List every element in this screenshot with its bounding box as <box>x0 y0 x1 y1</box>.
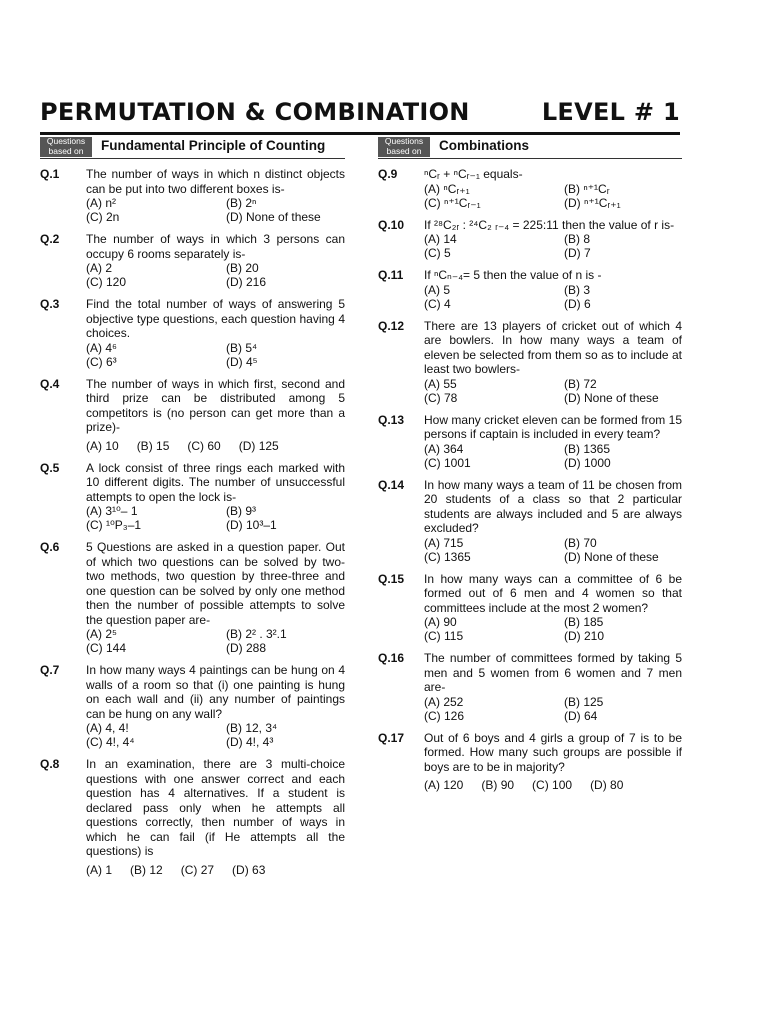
option-d: (D) ⁿ⁺¹Cᵣ₊₁ <box>564 195 621 210</box>
question-number: Q.2 <box>40 232 60 246</box>
question-number: Q.8 <box>40 757 60 771</box>
question-number: Q.1 <box>40 167 60 181</box>
question-number: Q.7 <box>40 663 60 677</box>
option-d: (D) None of these <box>564 390 659 405</box>
level-label: LEVEL # 1 <box>541 98 680 126</box>
page-title: PERMUTATION & COMBINATION <box>40 98 470 126</box>
option-d: (D) 4!, 4³ <box>226 735 274 749</box>
question-text: How many cricket eleven can be formed from 15 persons if captain is included in every team? <box>424 412 682 441</box>
option-d: (D) 6 <box>564 296 591 311</box>
question-text: 5 Questions are asked in a question paper. Out of which two questions can be solved by two- two methods, two question by three-three and one question can be solved by only one method then the number of possible attempts to solve the question paper are- <box>86 540 345 627</box>
option-c: (C) 6³ <box>86 354 117 369</box>
question-9 <box>378 167 682 210</box>
question-6 <box>40 540 345 655</box>
question-text: In how many ways a team of 11 be chosen from 20 students of a class so that 2 particular students are always included and 5 are always excluded? <box>424 477 682 535</box>
question-text: In how many ways can a committee of 6 be formed out of 6 men and 4 women so that committees include at the most 2 women? <box>424 571 682 615</box>
options <box>86 721 345 749</box>
right-column <box>378 134 682 800</box>
option-a: (A) 1 <box>86 862 113 877</box>
question-number: Q.13 <box>378 412 405 427</box>
question-text: The number of ways in which first, second and third prize can be distributed among 5 competitors is (no person can get more than a prize)- <box>86 376 345 434</box>
question-13 <box>378 413 682 470</box>
options <box>424 182 682 210</box>
section-header-counting <box>40 134 345 159</box>
question-text: If ⁿCₙ₋₄= 5 then the value of n is - <box>424 268 602 282</box>
option-a: (A) 3¹⁰– 1 <box>86 504 138 518</box>
options <box>424 283 682 311</box>
option-c: (C) 1365 <box>424 549 471 564</box>
option-c: (C) 120 <box>86 275 127 289</box>
question-3 <box>40 297 345 369</box>
question-text: The number of ways in which 3 persons can occupy 6 rooms separately is- <box>86 232 345 261</box>
option-b: (B) 9³ <box>226 504 256 518</box>
option-b: (B) 125 <box>564 694 604 709</box>
question-number: Q.10 <box>378 217 405 232</box>
option-b: (B) 90 <box>481 778 515 792</box>
option-a: (A) 5 <box>424 282 451 297</box>
question-text: ⁿCᵣ + ⁿCᵣ₋₁ equals- <box>424 167 523 181</box>
options <box>86 627 345 655</box>
question-7 <box>40 663 345 749</box>
options <box>424 536 682 564</box>
option-b: (B) 8 <box>564 232 591 246</box>
question-text: Out of 6 boys and 4 girls a group of 7 is to be formed. How many such groups are possible if boys are to be in majority? <box>424 730 682 774</box>
section-header-combinations <box>378 134 682 159</box>
option-d: (D) 4⁵ <box>226 354 258 369</box>
questions-based-on-tag: Questions based on <box>40 137 92 157</box>
question-2 <box>40 232 345 289</box>
question-number: Q.6 <box>40 540 60 554</box>
option-a: (A) 14 <box>424 232 457 246</box>
option-a: (A) 55 <box>424 376 457 391</box>
question-text: If ²⁸C₂ᵣ : ²⁴C₂ ᵣ₋₄ = 225:11 then the value of r is- <box>424 217 675 232</box>
option-c: (C) 4 <box>424 296 451 311</box>
option-c: (C) 1001 <box>424 455 471 470</box>
options <box>424 695 682 723</box>
options <box>424 442 682 470</box>
question-number: Q.9 <box>378 167 398 181</box>
question-number: Q.12 <box>378 318 405 333</box>
question-14 <box>378 478 682 564</box>
option-b: (B) 2ⁿ <box>226 196 257 210</box>
option-a: (A) ⁿCᵣ₊₁ <box>424 181 470 196</box>
question-number: Q.16 <box>378 651 405 665</box>
left-column <box>40 134 345 885</box>
option-b: (B) 12 <box>130 862 163 877</box>
option-b: (B) 185 <box>564 615 604 629</box>
question-number: Q.4 <box>40 376 60 391</box>
option-b: (B) 12, 3⁴ <box>226 721 278 735</box>
option-a: (A) 2 <box>86 261 113 275</box>
options <box>86 863 345 877</box>
page-header <box>40 98 680 135</box>
option-d: (D) 7 <box>564 246 591 260</box>
option-a: (A) 4, 4! <box>86 721 129 735</box>
question-12 <box>378 319 682 405</box>
question-text: A lock consist of three rings each marked with 10 different digits. The number of unsuccessful attempts to open the lock is- <box>86 460 345 504</box>
option-a: (A) 10 <box>86 438 119 453</box>
option-d: (D) 64 <box>564 708 598 723</box>
options <box>424 232 682 260</box>
option-c: (C) 78 <box>424 390 458 405</box>
questions-based-on-tag: Questions based on <box>378 137 430 157</box>
question-text: In how many ways 4 paintings can be hung on 4 walls of a room so that (i) one painting is hung on each wall and (ii) any number of paintings can be hung on any wall? <box>86 663 345 721</box>
question-text: The number of ways in which n distinct objects can be put into two different boxes is- <box>86 167 345 196</box>
options <box>424 377 682 405</box>
option-b: (B) 20 <box>226 261 259 275</box>
option-c: (C) ⁿ⁺¹Cᵣ₋₁ <box>424 195 481 210</box>
question-number: Q.3 <box>40 297 60 311</box>
question-text: The number of committees formed by taking 5 men and 5 women from 6 women and 7 men are- <box>424 651 682 694</box>
options <box>86 261 345 289</box>
option-a: (A) 715 <box>424 535 464 550</box>
option-d: (D) None of these <box>226 210 321 224</box>
question-15 <box>378 572 682 644</box>
option-c: (C) 60 <box>187 438 221 453</box>
question-number: Q.15 <box>378 571 405 586</box>
option-d: (D) 125 <box>238 438 279 453</box>
option-c: (C) 2n <box>86 210 120 224</box>
option-a: (A) n² <box>86 196 116 210</box>
option-c: (C) 4!, 4⁴ <box>86 735 135 749</box>
option-a: (A) 90 <box>424 615 457 629</box>
option-a: (A) 364 <box>424 441 464 456</box>
options <box>424 778 682 792</box>
question-text: Find the total number of ways of answering 5 objective type questions, each question having 4 choices. <box>86 297 345 340</box>
option-b: (B) 72 <box>564 376 597 391</box>
option-d: (D) 288 <box>226 641 267 655</box>
question-11 <box>378 268 682 311</box>
option-b: (B) 70 <box>564 535 597 550</box>
option-c: (C) 100 <box>532 778 573 792</box>
option-c: (C) 144 <box>86 641 127 655</box>
options <box>86 196 345 224</box>
question-17 <box>378 731 682 793</box>
question-number: Q.17 <box>378 730 405 745</box>
option-b: (B) 1365 <box>564 441 611 456</box>
question-text: In an examination, there are 3 multi-choice questions with one answer correct and each question has 4 alternatives. If a student is declared pass only when he attempts all questions correctly, then number of ways in which he can fail (if He attempts all the questions) is <box>86 757 345 858</box>
question-number: Q.14 <box>378 477 405 492</box>
option-a: (A) 120 <box>424 778 464 792</box>
section-title: Combinations <box>439 138 529 153</box>
options <box>86 504 345 532</box>
option-d: (D) 216 <box>226 275 267 289</box>
option-c: (C) ¹⁰P₃–1 <box>86 518 142 532</box>
option-b: (B) 15 <box>136 438 170 453</box>
option-d: (D) 1000 <box>564 455 611 470</box>
question-5 <box>40 461 345 533</box>
option-d: (D) 10³–1 <box>226 518 277 532</box>
option-d: (D) None of these <box>564 549 659 564</box>
question-1 <box>40 167 345 224</box>
question-16 <box>378 651 682 723</box>
options <box>86 439 345 453</box>
question-8 <box>40 757 345 877</box>
option-b: (B) ⁿ⁺¹Cᵣ <box>564 181 610 196</box>
option-a: (A) 2⁵ <box>86 627 117 641</box>
question-10 <box>378 218 682 261</box>
option-a: (A) 4⁶ <box>86 340 117 355</box>
option-c: (C) 27 <box>180 862 215 877</box>
option-c: (C) 5 <box>424 246 451 260</box>
option-b: (B) 2² . 3².1 <box>226 627 287 641</box>
option-d: (D) 80 <box>590 778 624 792</box>
option-c: (C) 126 <box>424 708 465 723</box>
question-number: Q.11 <box>378 268 404 282</box>
question-text: There are 13 players of cricket out of which 4 are bowlers. In how many ways a team of eleven be selected from them so as to include at least two bowlers- <box>424 318 682 376</box>
section-title: Fundamental Principle of Counting <box>101 138 326 153</box>
option-d: (D) 210 <box>564 629 605 643</box>
option-b: (B) 3 <box>564 282 591 297</box>
option-a: (A) 252 <box>424 694 464 709</box>
options <box>424 615 682 643</box>
option-d: (D) 63 <box>232 862 266 877</box>
question-4 <box>40 377 345 453</box>
option-c: (C) 115 <box>424 629 464 643</box>
option-b: (B) 5⁴ <box>226 340 258 355</box>
question-number: Q.5 <box>40 460 60 475</box>
options <box>86 341 345 369</box>
